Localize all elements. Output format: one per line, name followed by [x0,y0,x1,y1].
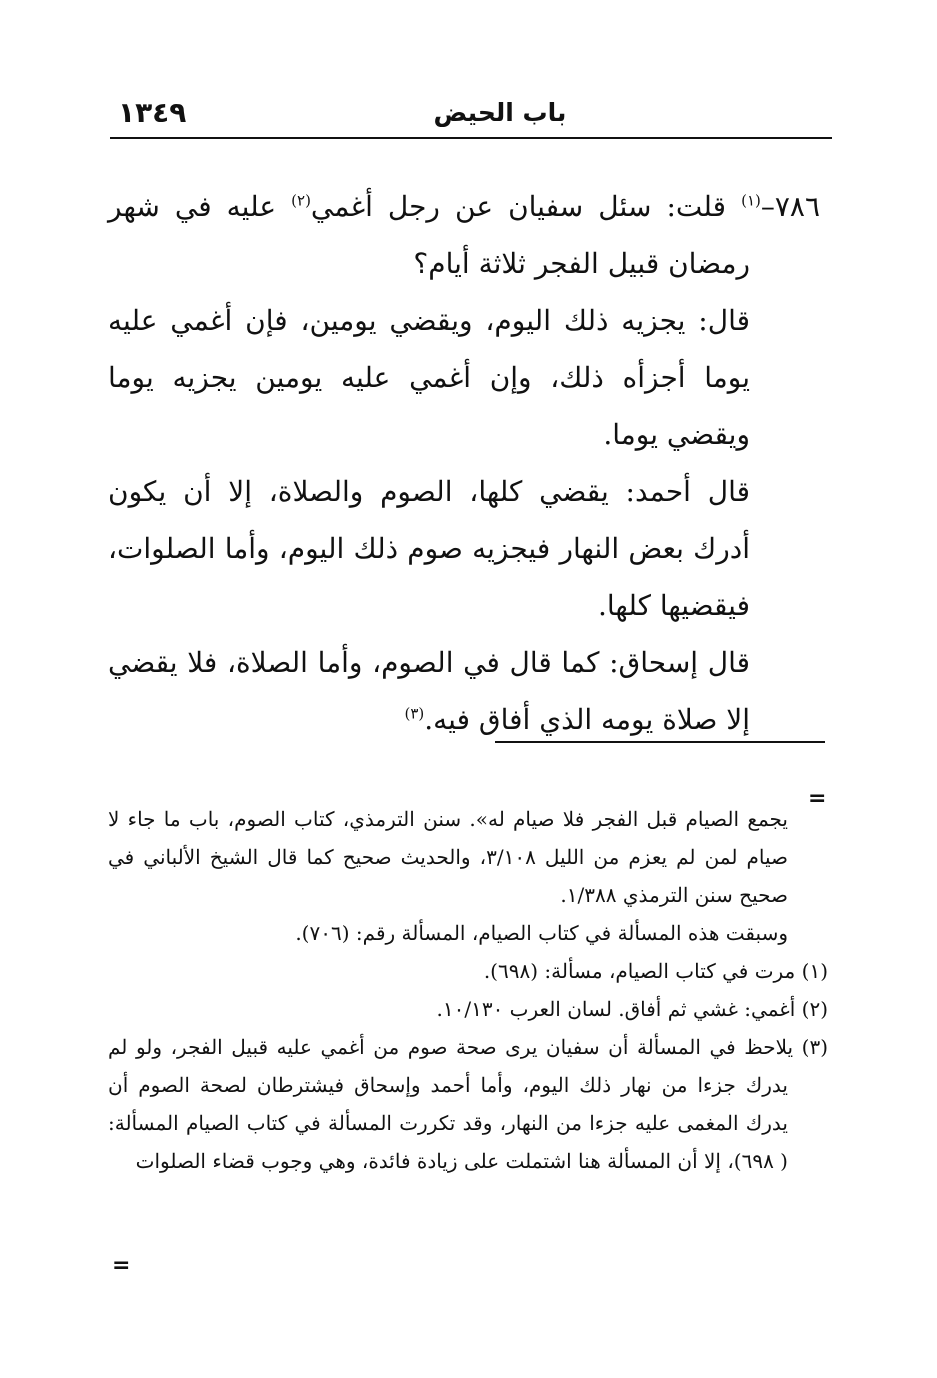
footnote-1: (١) مرت في كتاب الصيام، مسألة: (٦٩٨). [483,959,828,983]
footnote-ref-2: (٢) [291,191,311,210]
footnotes [108,800,828,1180]
continuation-mark-bottom: = [112,1253,131,1278]
question-text-part1: قلت: سئل سفيان عن رجل أغمي [310,190,742,223]
answer-ishaq-paragraph [108,634,820,748]
issue-number: ٧٨٦ [774,190,820,223]
continuation-mark-top: = [808,786,827,811]
footnote-continued: يجمع الصيام قبل الفجر فلا صيام له». سنن الترمذي، كتاب الصوم، باب ما جاء لا صيام لمن لم يعزم من الليل ٣/١٠٨، والحديث صحيح كما قال الشيخ الألباني في صحيح سنن الترمذي ١/٣٨٨. [108,807,789,907]
question-text-part2: عليه في شهر رمضان قبيل الفجر ثلاثة أيام؟ [108,190,750,280]
footnote-rule [495,741,825,743]
answer-sufyan: قال: يجزيه ذلك اليوم، ويقضي يومين، فإن أغمي عليه يوما أجزأه ذلك، وإن أغمي عليه يومين يجزيه يوما ويقضي يوما. [108,304,750,451]
footnote-ref-1: (١) [741,191,761,210]
main-text [108,178,820,748]
answer-ahmad: قال أحمد: يقضي كلها، الصوم والصلاة، إلا أن يكون أدرك بعض النهار فيجزيه صوم ذلك اليوم، وأما الصلوات، فيقضيها كلها. [108,475,750,622]
chapter-title: باب الحيض [433,98,567,127]
page-number: ١٣٤٩ [118,96,187,129]
header-rule [110,137,832,139]
issue-separator: – [760,190,775,223]
footnote-2: (٢) أغمي: غشي ثم أفاق. لسان العرب ١٠/١٣٠. [436,997,828,1021]
running-header [110,96,832,136]
footnote-3: (٣) يلاحظ في المسألة أن سفيان يرى صحة صوم من أغمي عليه قبيل الفجر، ولو لم يدرك جزءا من نهار ذلك اليوم، وأما أحمد وإسحاق فيشترطان لصحة الصوم أن يدرك المغمى عليه جزءا من النهار، وقد تكررت المسألة في كتاب الصيام المسألة: ( ٦٩٨)، إلا أن المسألة هنا اشتملت على زيادة فائدة، وهي وجوب قضاء الصلوات [108,1035,828,1173]
footnote-ref-3: (٣) [404,704,425,723]
answer-ishaq: قال إسحاق: كما قال في الصوم، وأما الصلاة، فلا يقضي إلا صلاة يومه الذي أفاق فيه. [108,646,750,736]
issue-question [108,178,820,292]
footnote-cross-reference: وسبقت هذه المسألة في كتاب الصيام، المسألة رقم: (٧٠٦). [295,921,788,945]
